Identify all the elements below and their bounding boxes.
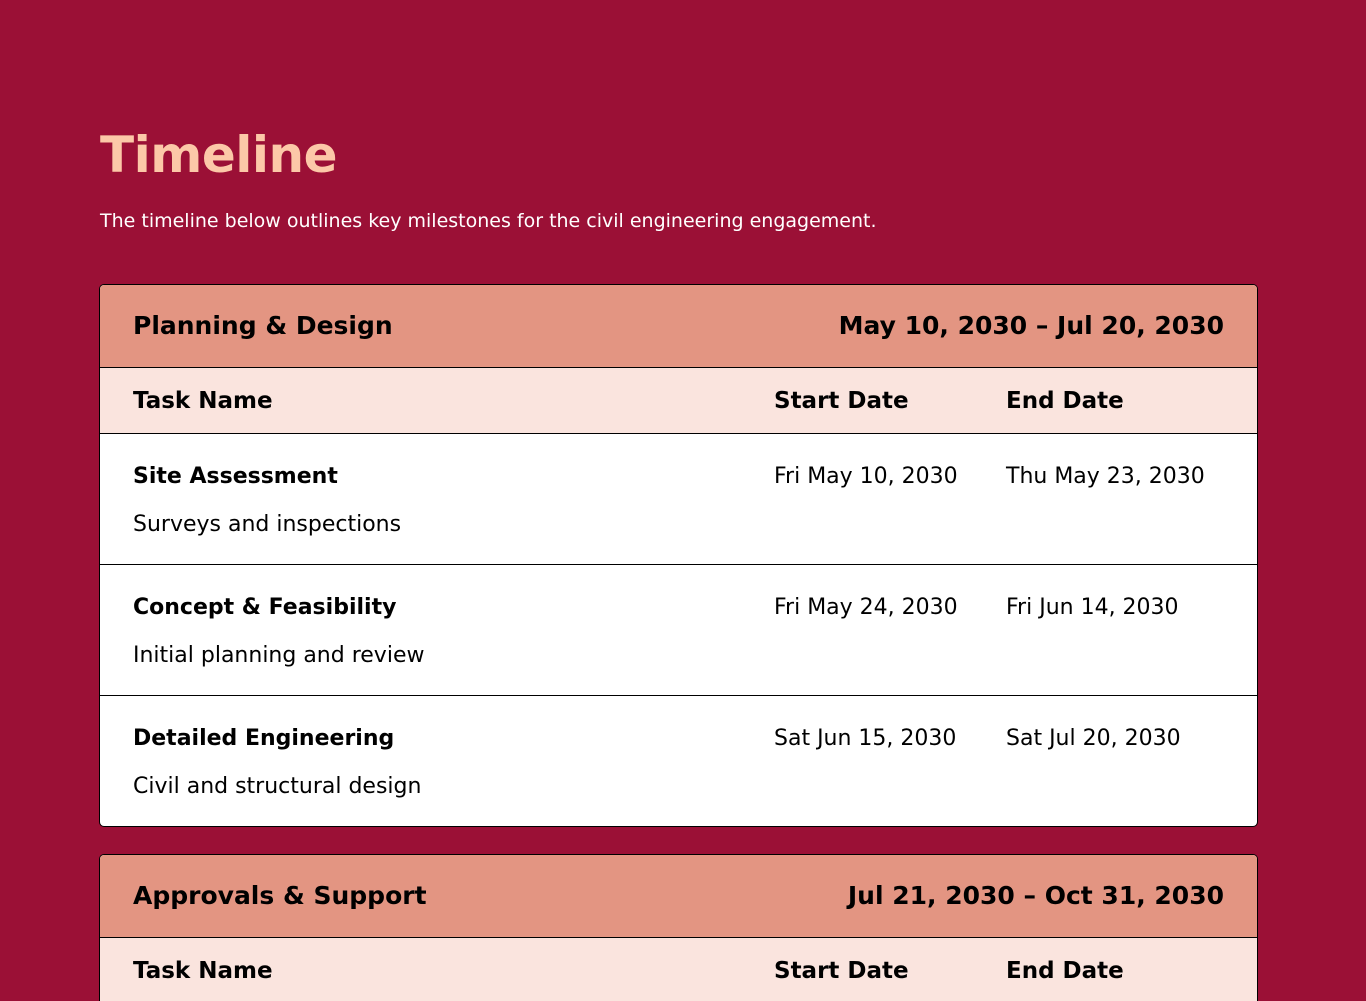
task-start-date: Sat Jun 15, 2030 — [774, 726, 957, 751]
column-header-row — [100, 938, 1257, 1001]
task-end-date: Sat Jul 20, 2030 — [1006, 726, 1181, 751]
task-description: Initial planning and review — [133, 643, 425, 668]
task-title: Site Assessment — [133, 464, 338, 489]
task-start-date: Fri May 10, 2030 — [774, 464, 958, 489]
phase-name: Approvals & Support — [133, 881, 427, 910]
task-description: Surveys and inspections — [133, 512, 402, 537]
column-header-task-name: Task Name — [133, 958, 273, 984]
phase-date-range: May 10, 2030 – Jul 20, 2030 — [838, 311, 1224, 340]
phase-name: Planning & Design — [133, 311, 393, 340]
page-title: Timeline — [100, 126, 338, 184]
column-header-end-date: End Date — [1006, 388, 1124, 414]
phase-card-planning-design — [99, 284, 1258, 827]
task-row — [100, 434, 1257, 565]
column-header-task-name: Task Name — [133, 388, 273, 414]
column-header-row — [100, 368, 1257, 434]
task-row — [100, 696, 1257, 827]
phase-date-range: Jul 21, 2030 – Oct 31, 2030 — [847, 881, 1224, 910]
phase-header — [100, 285, 1257, 368]
phase-card-approvals-support — [99, 854, 1258, 1001]
page-subtitle: The timeline below outlines key milestones for the civil engineering engagement. — [100, 210, 877, 232]
column-header-start-date: Start Date — [774, 388, 909, 414]
column-header-end-date: End Date — [1006, 958, 1124, 984]
task-title: Concept & Feasibility — [133, 595, 397, 620]
task-row — [100, 565, 1257, 696]
task-end-date: Fri Jun 14, 2030 — [1006, 595, 1179, 620]
task-start-date: Fri May 24, 2030 — [774, 595, 958, 620]
task-end-date: Thu May 23, 2030 — [1006, 464, 1205, 489]
task-title: Detailed Engineering — [133, 726, 395, 751]
task-description: Civil and structural design — [133, 774, 422, 799]
phase-header — [100, 855, 1257, 938]
column-header-start-date: Start Date — [774, 958, 909, 984]
